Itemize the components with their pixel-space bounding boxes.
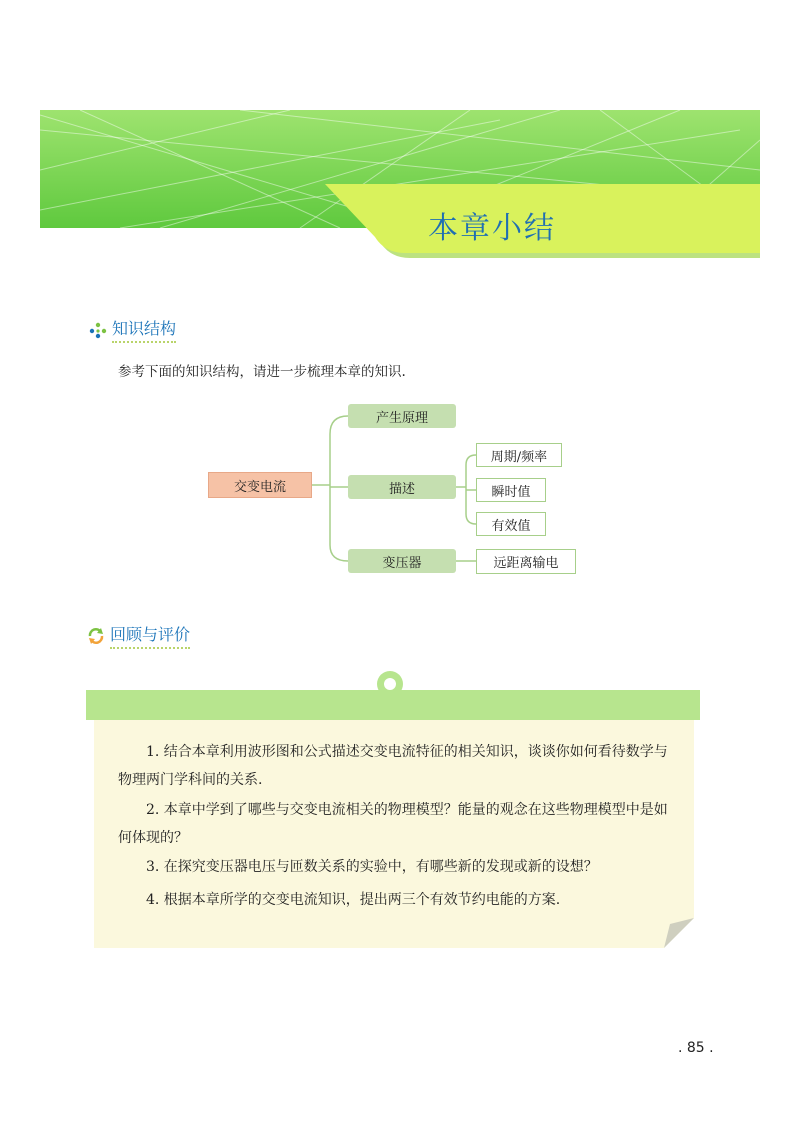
knowledge-structure-heading	[88, 316, 176, 343]
sparkle-icon	[88, 321, 108, 339]
refresh-icon	[86, 626, 106, 646]
root-node-ac-current: 交变电流	[208, 472, 312, 498]
page-number: . 85 .	[678, 1040, 714, 1056]
page-fold-icon	[664, 918, 694, 948]
leaf-node-effective: 有效值	[476, 512, 546, 536]
review-heading	[86, 622, 190, 649]
chapter-title: 本章小结	[428, 211, 556, 246]
branch-node-transformer: 变压器	[348, 549, 456, 573]
intro-text: 参考下面的知识结构，请进一步梳理本章的知识.	[118, 364, 406, 380]
leaf-node-long-distance: 远距离输电	[476, 549, 576, 574]
knowledge-structure-title: 知识结构	[112, 316, 176, 343]
leaf-node-period-frequency: 周期/频率	[476, 443, 562, 467]
review-title: 回顾与评价	[110, 622, 190, 649]
chapter-banner	[40, 110, 760, 265]
branch-node-principle: 产生原理	[348, 404, 456, 428]
question-2: 2. 本章中学到了哪些与交变电流相关的物理模型？能量的观念在这些物理模型中是如何体现的？	[118, 802, 668, 846]
question-1: 1. 结合本章利用波形图和公式描述交变电流特征的相关知识，谈谈你如何看待数学与物理两门学科间的关系.	[118, 744, 668, 788]
branch-node-description: 描述	[348, 475, 456, 499]
leaf-node-instantaneous: 瞬时值	[476, 478, 546, 502]
pin-ring-icon	[372, 668, 408, 704]
question-3: 3. 在探究变压器电压与匝数关系的实验中，有哪些新的发现或新的设想？	[146, 859, 598, 875]
question-4: 4. 根据本章所学的交变电流知识，提出两三个有效节约电能的方案.	[146, 892, 561, 908]
